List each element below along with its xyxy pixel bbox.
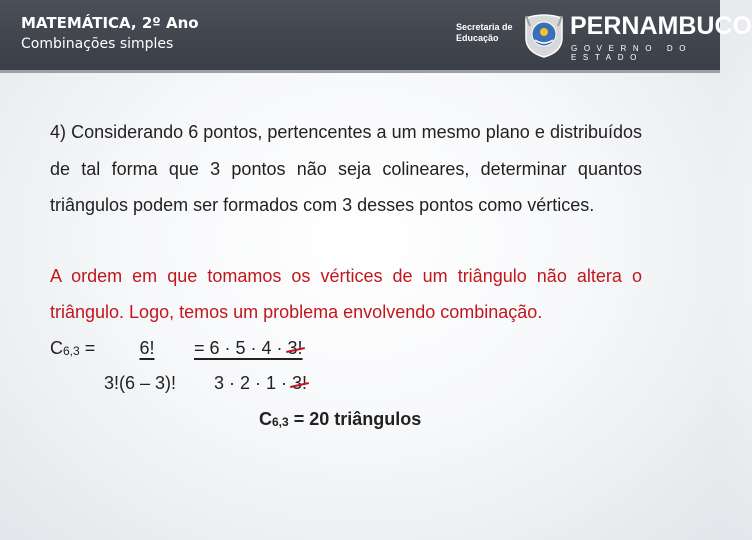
formula-lhs [50, 338, 95, 359]
brand-subtitle: GOVERNO DO ESTADO [571, 44, 693, 62]
expanded-numerator [194, 338, 303, 359]
result-symbol: C [259, 409, 272, 429]
final-result [259, 409, 421, 430]
result-subscript: 6,3 [272, 415, 289, 429]
combination-symbol: C [50, 338, 63, 358]
fraction-numerator: 6! [139, 338, 155, 358]
expanded-denominator [214, 373, 307, 394]
expanded-numerator-factors: = 6 · 5 · 4 · [194, 338, 288, 358]
secretaria-label [456, 22, 518, 44]
state-seal-icon [522, 12, 566, 58]
expanded-denominator-factors: 3 · 2 · 1 · [214, 373, 293, 393]
result-value: = 20 triângulos [288, 409, 422, 429]
fraction-denominator: 3!(6 – 3)! [104, 373, 177, 393]
secretaria-line2: Educação [456, 33, 499, 43]
header-divider [0, 70, 720, 73]
cancel-denominator: 3! [292, 373, 308, 393]
formula-equals: = [84, 338, 96, 358]
brand-logo-text: PERNAMBUCO [570, 12, 752, 40]
header-bar [0, 0, 752, 70]
combination-subscript: 6,3 [63, 344, 80, 358]
cancel-numerator: 3! [287, 338, 303, 358]
problem-statement: 4) Considerando 6 pontos, pertencentes a um mesmo plano e distribuídos de tal forma que 3 pontos não seja colineares, determinar quantos triângulos podem ser formados com 3 desses pontos como vértices. [50, 122, 642, 215]
lesson-subtitle: Combinações simples [21, 36, 174, 52]
explanation-text: A ordem em que tomamos os vértices de um triângulo não altera o triângulo. Logo, temos um problema envolvendo combinação. [50, 266, 642, 322]
secretaria-line1: Secretaria de [456, 22, 513, 32]
course-title: MATEMÁTICA, 2º Ano [21, 14, 199, 32]
